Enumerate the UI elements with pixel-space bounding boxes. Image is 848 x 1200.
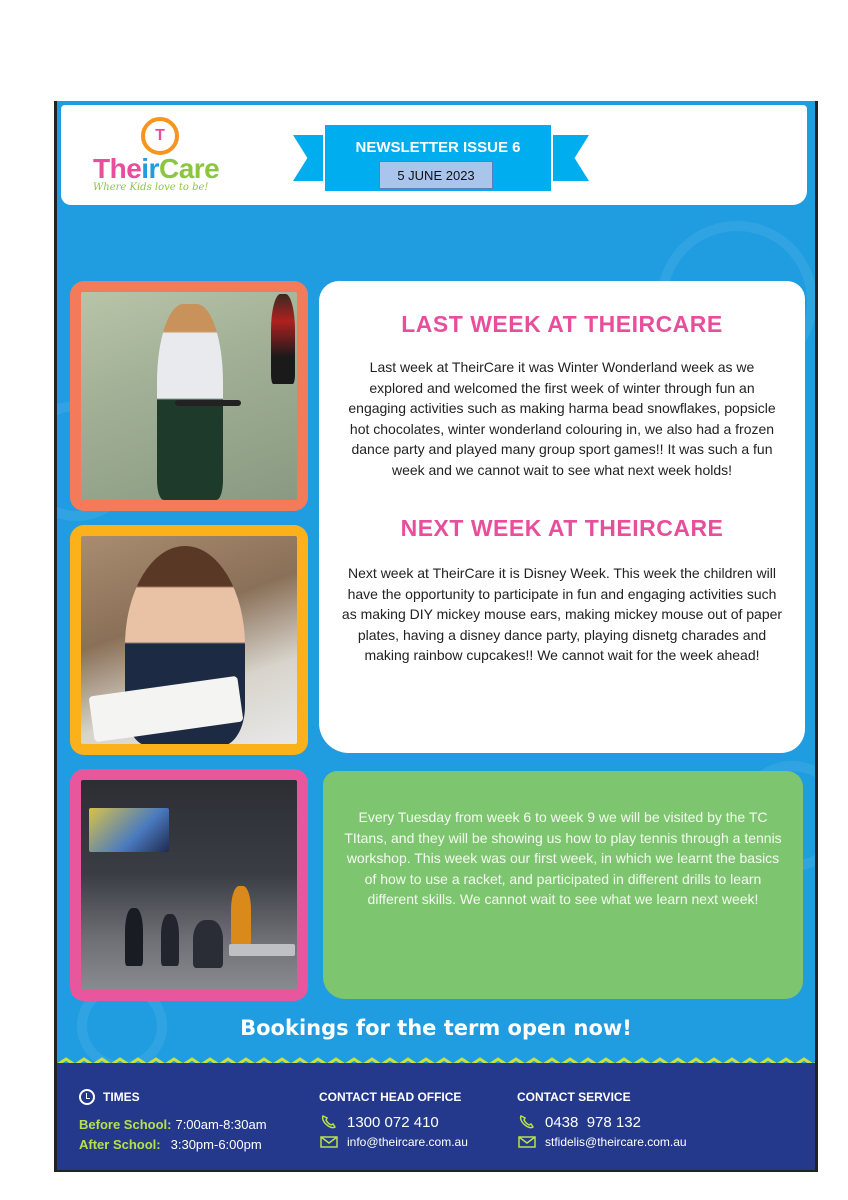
clock-icon (79, 1089, 95, 1105)
issue-date: 5 JUNE 2023 (379, 161, 493, 189)
issue-ribbon (323, 123, 553, 193)
service-email[interactable]: stfidelis@theircare.com.au (545, 1135, 687, 1149)
photo-figure (231, 886, 251, 946)
photo-frame-pink (70, 769, 308, 1001)
theircare-logo-text (93, 153, 233, 185)
photo-frame-orange (70, 281, 308, 511)
times-heading (79, 1089, 267, 1105)
last-week-heading: LAST WEEK AT THEIRCARE (401, 311, 723, 337)
ribbon-tail-right (553, 135, 589, 181)
phone-icon (517, 1114, 537, 1130)
service-column (517, 1089, 687, 1151)
photo-figure (271, 294, 295, 384)
photo-child-drawing (81, 536, 297, 744)
times-column (79, 1089, 267, 1153)
photo-figure (125, 908, 143, 966)
before-school-hours: 7:00am-8:30am (175, 1116, 267, 1132)
next-week-heading: NEXT WEEK AT THEIRCARE (400, 515, 724, 541)
photo-child-with-tennis-racket (81, 292, 297, 500)
email-icon (517, 1134, 537, 1150)
theircare-logo-icon: T (141, 117, 179, 155)
weekly-news-card (319, 281, 805, 753)
photo-figure (193, 920, 223, 968)
head-office-email[interactable]: info@theircare.com.au (347, 1135, 468, 1149)
photo-figure (89, 808, 169, 852)
newsletter-footer (57, 1063, 818, 1172)
phone-icon (319, 1114, 339, 1130)
photo-figure (229, 944, 295, 956)
logo-part: Care (158, 153, 220, 184)
head-office-heading: CONTACT HEAD OFFICE (319, 1090, 462, 1104)
issue-title: NEWSLETTER ISSUE 6 (355, 139, 521, 156)
next-week-body: Next week at TheirCare it is Disney Week. This week the children will have the opportunity to participate in fun and engaging activities such as making DIY mickey mouse ears, making mickey mouse out of paper plates, having a disney dance party, playing disnetg charades and making rainbow cupcakes!! We cannot wait for the week ahead! (341, 565, 783, 663)
head-office-email-row[interactable] (319, 1133, 468, 1151)
logo-part: ir (141, 153, 159, 184)
logo-tagline: Where Kids love to be! (93, 182, 209, 193)
service-email-row[interactable] (517, 1133, 687, 1151)
photo-figure (161, 914, 179, 966)
head-office-phone-row[interactable] (319, 1113, 468, 1131)
bookings-banner: Bookings for the term open now! (240, 1016, 632, 1040)
photo-tennis-workshop-hall (81, 780, 297, 990)
photo-figure (175, 400, 241, 406)
tennis-workshop-card (323, 771, 803, 999)
tennis-workshop-body: Every Tuesday from week 6 to week 9 we will be visited by the TC TItans, and they will be showing us how to play tennis through a tennis workshop. This week was our first week, in which we learnt the basics of how to use a racket, and participated in different drills to learn different skills. We cannot wait to see what we learn next week! (344, 809, 782, 907)
logo-part: The (93, 153, 142, 184)
before-school-row (79, 1115, 267, 1133)
before-school-label: Before School: (79, 1116, 172, 1132)
after-school-row (79, 1135, 267, 1153)
times-heading-label: TIMES (103, 1090, 140, 1104)
head-office-column (319, 1089, 468, 1151)
head-office-phone[interactable]: 1300 072 410 (347, 1113, 439, 1131)
newsletter-page (54, 101, 818, 1172)
last-week-body: Last week at TheirCare it was Winter Wonderland week as we explored and welcomed the first week of winter through fun an engaging activities such as making harma bead snowflakes, popsicle hot chocolates, winter wonderland colouring in, we also had a frozen dance party and played many group sport games!! It was such a fun week and we cannot wait to see what next week holds! (348, 359, 776, 478)
newsletter-header (61, 105, 807, 205)
service-phone-row[interactable] (517, 1113, 687, 1131)
photo-frame-yellow (70, 525, 308, 755)
after-school-hours: 3:30pm-6:00pm (170, 1136, 262, 1152)
email-icon (319, 1134, 339, 1150)
service-phone[interactable]: 0438 978 132 (545, 1113, 641, 1131)
service-heading: CONTACT SERVICE (517, 1090, 631, 1104)
after-school-label: After School: (79, 1136, 161, 1152)
